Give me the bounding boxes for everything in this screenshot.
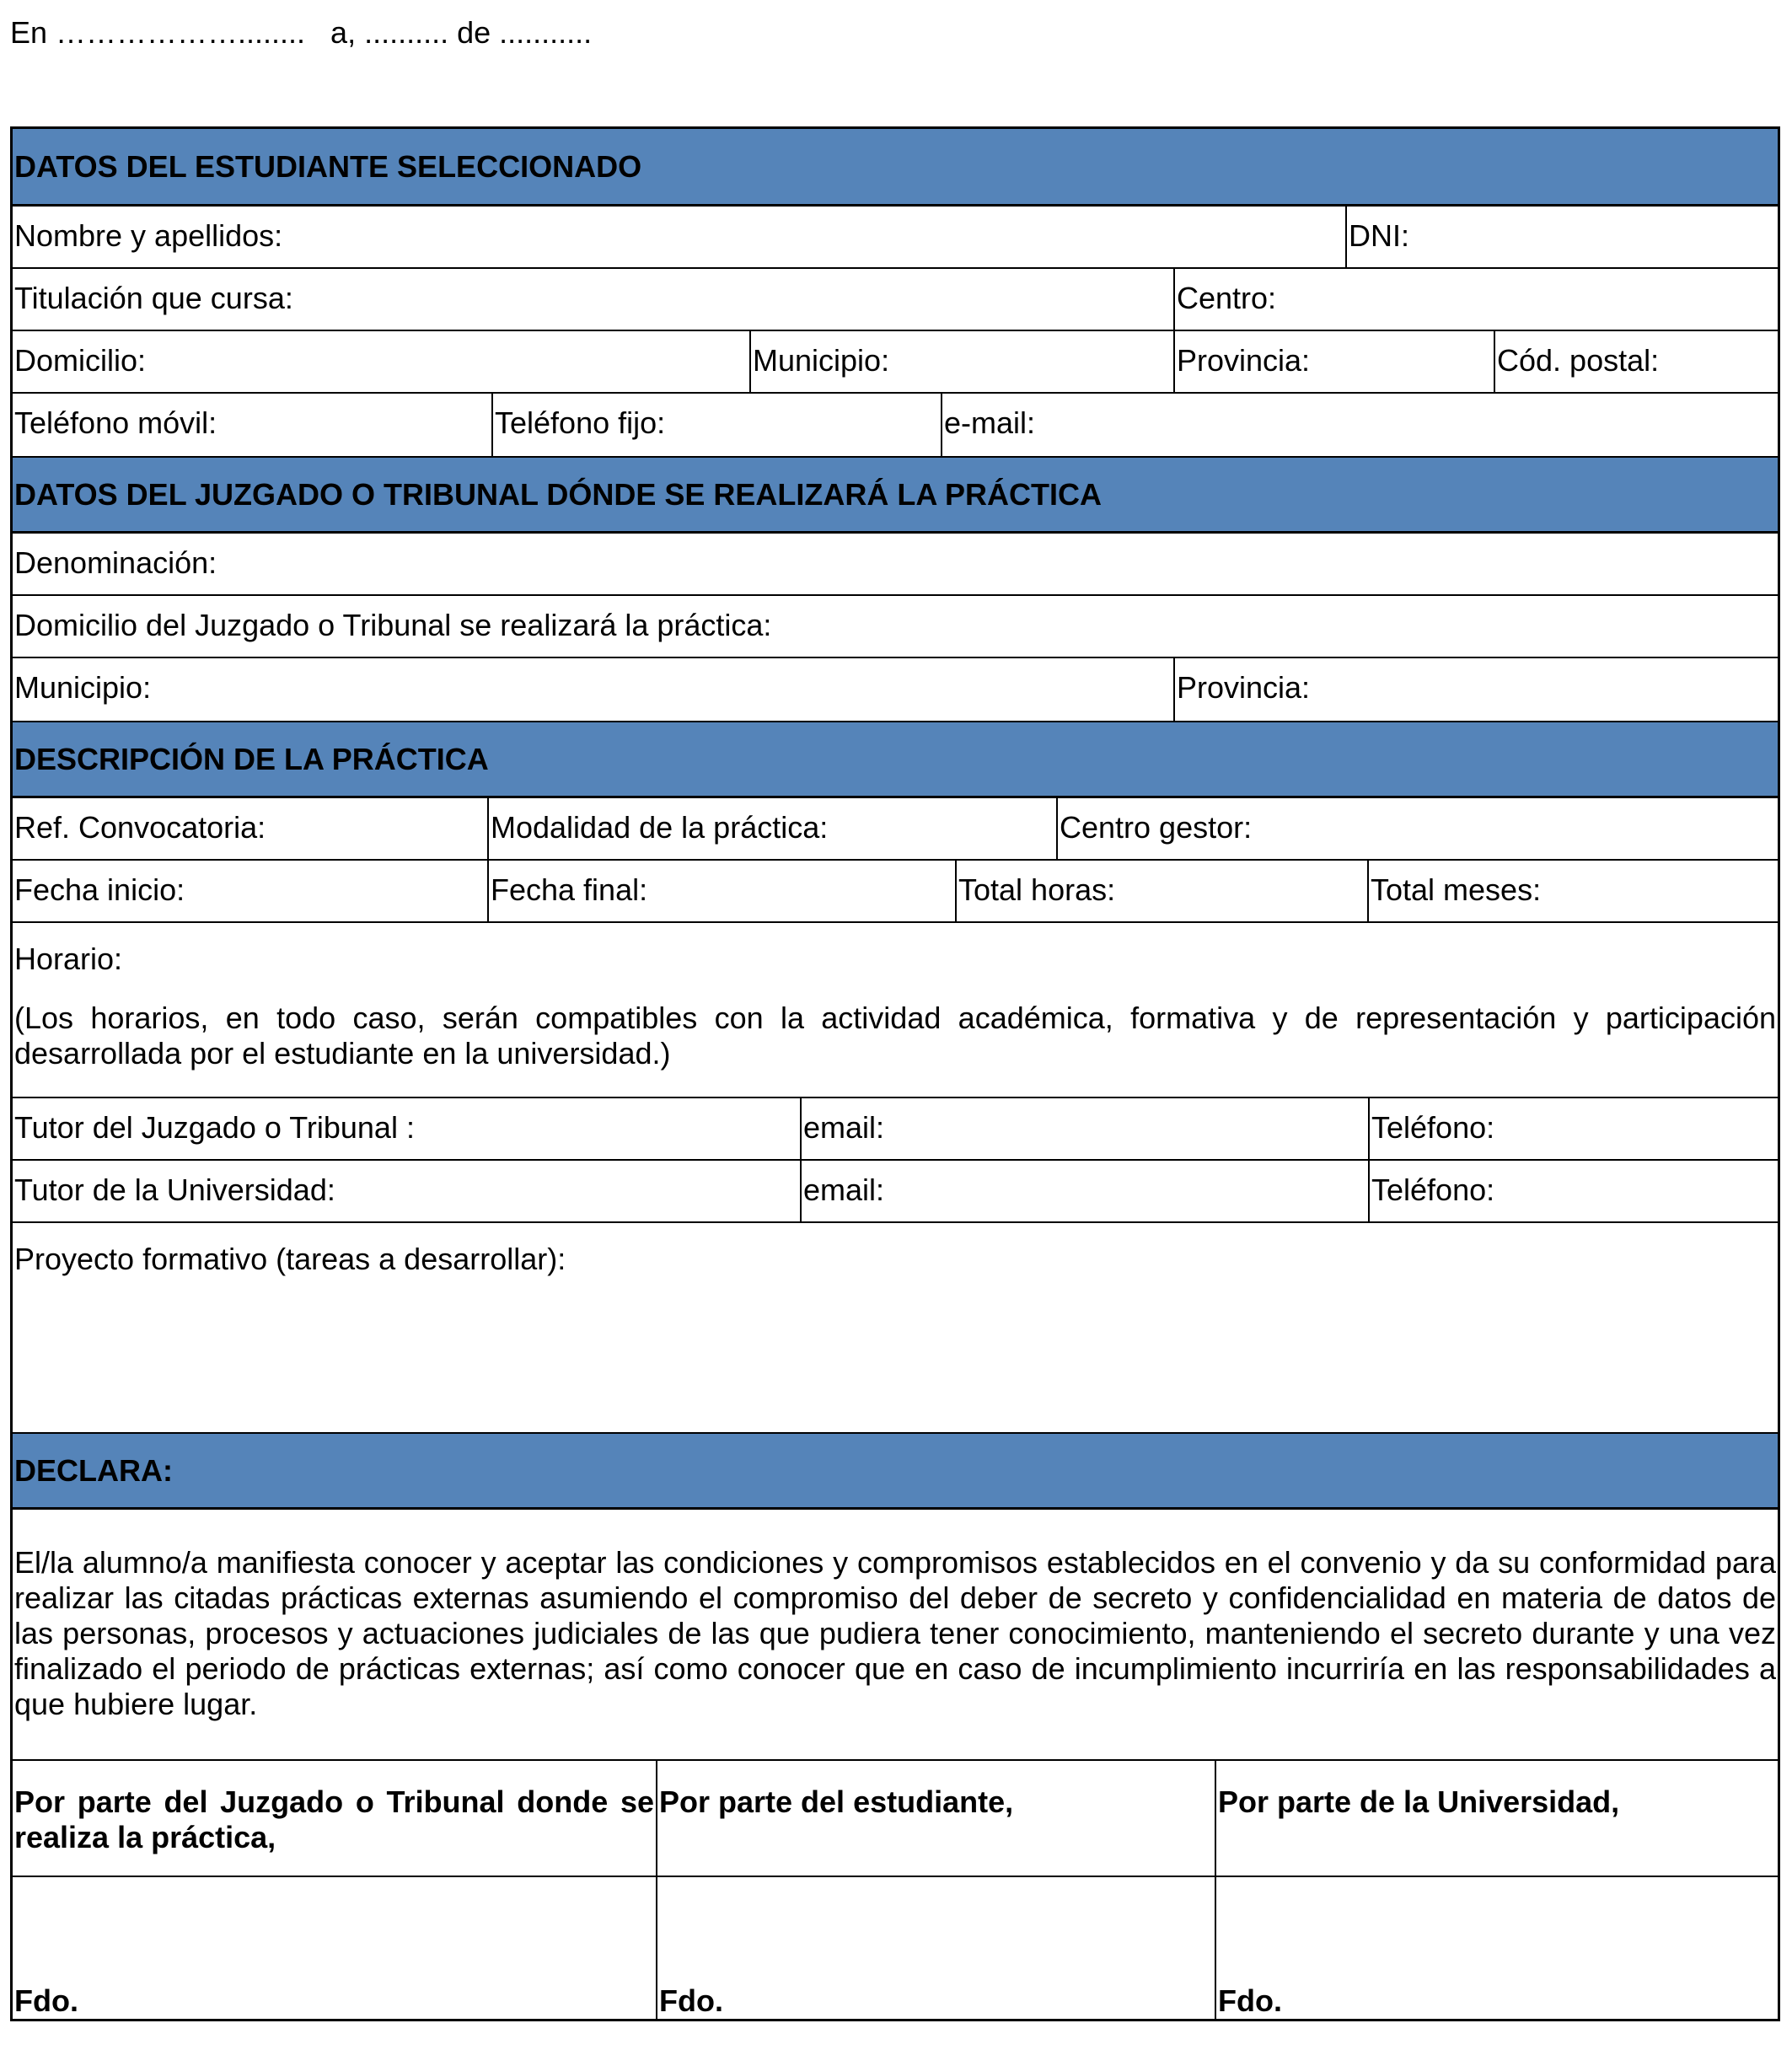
row-signature-headers	[13, 1761, 1778, 1877]
row-denomination	[13, 534, 1778, 596]
practice-schedule-field[interactable]	[13, 923, 1778, 1097]
student-address-field[interactable]: Domicilio:	[13, 331, 751, 392]
row-name-dni	[13, 207, 1778, 269]
signature-university-heading: Por parte de la Universidad,	[1218, 1784, 1620, 1819]
signature-student-heading: Por parte del estudiante,	[657, 1761, 1216, 1876]
court-tutor-phone-field[interactable]: Teléfono:	[1371, 1110, 1495, 1145]
practice-modality-field[interactable]: Modalidad de la práctica:	[489, 798, 1058, 859]
student-municipality-field[interactable]: Municipio:	[751, 331, 1175, 392]
signature-student-area[interactable]	[657, 1877, 1216, 2019]
declaration-text-block	[13, 1510, 1778, 1759]
court-tutor-field[interactable]: Tutor del Juzgado o Tribunal :	[13, 1098, 802, 1159]
row-court-tutor	[13, 1098, 1778, 1161]
signature-court-heading: Por parte del Juzgado o Tribunal donde se realiza la práctica,	[13, 1761, 657, 1876]
student-name-field[interactable]: Nombre y apellidos:	[13, 207, 1347, 267]
practice-managing-center-field[interactable]: Centro gestor:	[1060, 810, 1253, 845]
signature-university-fdo: Fdo.	[1218, 1983, 1282, 2018]
student-dni-field[interactable]: DNI:	[1349, 218, 1409, 253]
student-province-field[interactable]: Provincia:	[1175, 331, 1495, 392]
schedule-label: Horario:	[14, 942, 123, 976]
row-signature-areas	[13, 1877, 1778, 2019]
uni-tutor-phone-field[interactable]: Teléfono:	[1371, 1173, 1495, 1207]
row-court-address	[13, 596, 1778, 658]
section-student-title: DATOS DEL ESTUDIANTE SELECCIONADO	[13, 129, 1778, 207]
uni-tutor-field[interactable]: Tutor de la Universidad:	[13, 1161, 802, 1221]
row-uni-tutor	[13, 1161, 1778, 1223]
signature-student-fdo: Fdo.	[659, 1983, 723, 2018]
student-degree-field[interactable]: Titulación que cursa:	[13, 269, 1175, 330]
row-dates	[13, 861, 1778, 923]
practice-total-hours-field[interactable]: Total horas:	[957, 861, 1369, 921]
practice-start-date-field[interactable]: Fecha inicio:	[13, 861, 489, 921]
court-province-field[interactable]: Provincia:	[1177, 670, 1311, 705]
uni-tutor-email-field[interactable]: email:	[802, 1161, 1370, 1221]
row-court-location	[13, 658, 1778, 721]
student-mobile-field[interactable]: Teléfono móvil:	[13, 394, 493, 456]
student-email-field[interactable]: e-mail:	[944, 405, 1036, 440]
signature-university-area[interactable]	[1216, 1877, 1778, 2019]
row-project	[13, 1223, 1778, 1432]
section-practice-title: DESCRIPCIÓN DE LA PRÁCTICA	[13, 721, 1778, 798]
practice-total-months-field[interactable]: Total meses:	[1371, 872, 1542, 907]
signature-court-fdo: Fdo.	[14, 1983, 78, 2018]
court-denomination-field[interactable]: Denominación:	[14, 545, 217, 580]
row-contact	[13, 394, 1778, 456]
row-schedule	[13, 923, 1778, 1098]
practice-end-date-field[interactable]: Fecha final:	[489, 861, 957, 921]
section-court-title: DATOS DEL JUZGADO O TRIBUNAL DÓNDE SE REALIZARÁ LA PRÁCTICA	[13, 456, 1778, 534]
signature-court-area[interactable]	[13, 1877, 657, 2019]
court-address-field[interactable]: Domicilio del Juzgado o Tribunal se realizará la práctica:	[14, 608, 772, 642]
court-tutor-email-field[interactable]: email:	[802, 1098, 1370, 1159]
practice-project-field[interactable]: Proyecto formativo (tareas a desarrollar):	[14, 1242, 566, 1276]
place-date-line: En ………………........ a, .......... de ...........	[10, 15, 593, 50]
court-municipality-field[interactable]: Municipio:	[13, 658, 1175, 721]
declaration-text: El/la alumno/a manifiesta conocer y aceptar las condiciones y compromisos establecidos en el convenio y da su conformidad para realizar las citadas prácticas externas asumiendo el compromiso del deber de secreto y confidencialidad en materia de datos de las personas, procesos y actuaciones judiciales de las que pudiera tener conocimiento, manteniendo el secreto durante y una vez finalizado el periodo de prácticas externas; así como conocer que en caso de incumplimiento incurriría en las responsabilidades a que hubiere lugar.	[14, 1545, 1776, 1721]
practice-form	[10, 126, 1780, 2021]
student-center-field[interactable]: Centro:	[1177, 281, 1277, 315]
practice-ref-field[interactable]: Ref. Convocatoria:	[13, 798, 489, 859]
row-declaration	[13, 1510, 1778, 1761]
schedule-note: (Los horarios, en todo caso, serán compatibles con la actividad académica, formativa y de representación y participación desarrollada por el estudiante en la universidad.)	[14, 1001, 1776, 1071]
row-ref	[13, 798, 1778, 861]
student-landline-field[interactable]: Teléfono fijo:	[493, 394, 942, 456]
section-declaration-title: DECLARA:	[13, 1432, 1778, 1510]
row-address	[13, 331, 1778, 394]
student-postal-code-field[interactable]: Cód. postal:	[1497, 343, 1660, 378]
row-degree-center	[13, 269, 1778, 331]
